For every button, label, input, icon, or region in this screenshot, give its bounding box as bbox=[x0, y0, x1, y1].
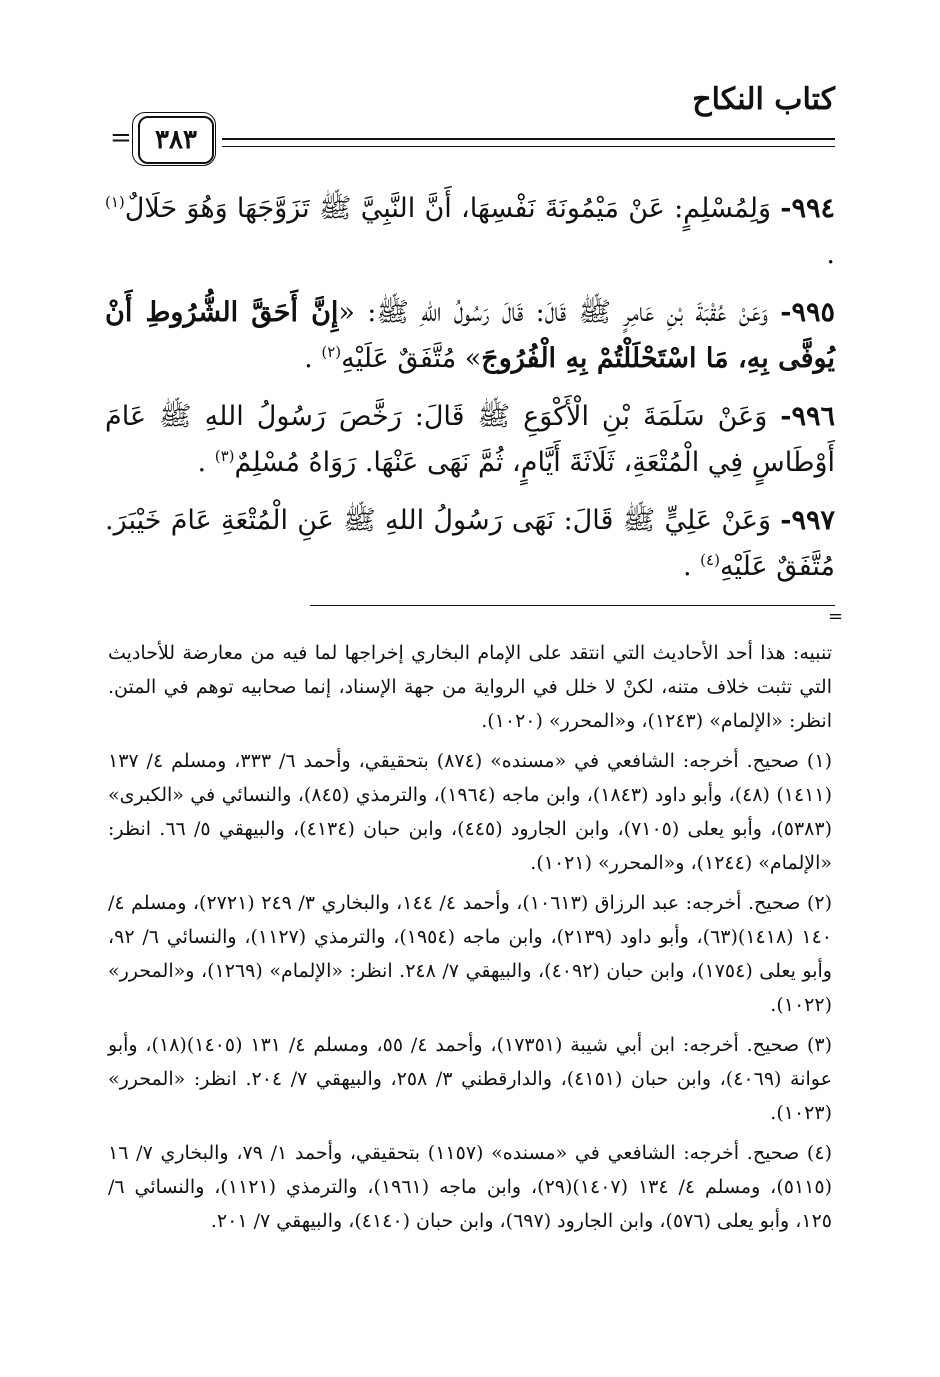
footnote-2: (٢) صحيح. أخرجه: عبد الرزاق (١٠٦١٣)، وأحمد ٤/ ١٤٤، والبخاري ٣/ ٢٤٩ (٢٧٢١)، ومسلم ٤/ ١٤٠ (١٤١٨)(٦٣)، وأبو داود (٢١٣٩)، وابن ماجه (١٩٥٤)، والترمذي (١١٢٧)، والنسائي ٦/ ٩٢، وأبو يعلى (١٧٥٤)، وابن حبان (٤٠٩٢)، والبيهقي ٧/ ٢٤٨. انظر: «الإلمام» (١٢٦٩)، و«المحرر» (١٠٢٢). bbox=[108, 892, 832, 1016]
footnote-ref: (٣) bbox=[214, 447, 235, 465]
footnote-4: (٤) صحيح. أخرجه: الشافعي في «مسنده» (١١٥٧) بتحقيقي، وأحمد ١/ ٧٩، والبخاري ٧/ ١٦ (٥١١٥)، ومسلم ٤/ ١٣٤ (١٤٠٧)(٢٩)، وابن ماجه (١٩٦١)، والترمذي (١١٢١)، والنسائي ٦/ ١٢٥، وأبو يعلى (٥٧٦)، وابن الجارود (٦٩٧)، وابن حبان (٤١٤٠)، والبيهقي ٧/ ٢٠١. bbox=[108, 1142, 832, 1232]
footnote-ref: (٢) bbox=[321, 343, 342, 361]
hadith-attribution: » مُتَّفَقٌ عَلَيْهِ bbox=[341, 343, 482, 374]
footnote-continuation-mark: = bbox=[828, 606, 844, 627]
hadith-end: . bbox=[826, 239, 835, 270]
header-tick-mark: = bbox=[110, 123, 132, 153]
hadith-number: ٩٩٥- bbox=[780, 297, 835, 328]
hadith-text: وَلِمُسْلِمٍ: عَنْ مَيْمُونَةَ نَفْسِهَا، أَنَّ النَّبِيَّ ﷺ تَزَوَّجَهَا وَهُوَ حَلَالٌ bbox=[124, 193, 781, 224]
hadith-number: ٩٩٦- bbox=[780, 401, 835, 432]
footnote-ref: (٤) bbox=[700, 551, 720, 569]
footnote-1: (١) صحيح. أخرجه: الشافعي في «مسنده» (٨٧٤) بتحقيقي، وأحمد ٦/ ٣٣٣، ومسلم ٤/ ١٣٧ (١٤١١) (٤٨)، وأبو داود (١٨٤٣)، وابن ماجه (١٩٦٤)، والترمذي (٨٤٥)، والنسائي في «الكبرى» (٥٣٨٣)، وأبو يعلى (٧١٠٥)، وابن الجارود (٤٤٥)، وابن حبان (٤١٣٤)، والبيهقي ٥/ ٦٦. انظر: «الإلمام» (١٢٤٤)، و«المحرر» (١٠٢١). bbox=[108, 750, 833, 874]
hadith-997 bbox=[105, 498, 835, 590]
hadith-end: . bbox=[304, 343, 313, 374]
hadith-text: وَعَنْ سَلَمَةَ بْنِ الْأَكْوَعِ ﷺ قَالَ: رَخَّصَ رَسُولُ اللهِ ﷺ عَامَ أَوْطَاسٍ فِي الْمُتْعَةِ، ثَلَاثَةَ أَيَّامٍ، ثُمَّ نَهَى عَنْهَا. رَوَاهُ مُسْلِمٌ bbox=[105, 401, 835, 478]
footnote-separator bbox=[310, 605, 835, 606]
hadith-996 bbox=[105, 394, 835, 486]
hadith-text: وَعَنْ عَلِيٍّ ﷺ قَالَ: نَهَى رَسُولُ اللهِ ﷺ عَنِ الْمُتْعَةِ عَامَ خَيْبَرَ. مُتَّفَقٌ عَلَيْهِ bbox=[105, 505, 835, 582]
hadith-end: . bbox=[197, 447, 207, 478]
footnote-ref: (١) bbox=[105, 193, 125, 211]
tanbih-note: تنبيه: هذا أحد الأحاديث التي انتقد على الإمام البخاري إخراجها لما فيه من معارضة للأحاديث التي تثبت خلاف متنه، لكنْ لا خلل في الرواية من جهة الإسناد، إنما صحابيه توهم في المتن. انظر: «الإلمام» (١٢٤٣)، و«المحرر» (١٠٢٠). bbox=[108, 642, 832, 732]
hadith-quote: إِنَّ أَحَقَّ الشُّرُوطِ أَنْ يُوفَّى بِهِ، مَا اسْتَحْلَلْتُمْ بِهِ الْفُرُوجَ bbox=[105, 297, 835, 374]
footnote-3: (٣) صحيح. أخرجه: ابن أبي شيبة (١٧٣٥١)، وأحمد ٤/ ٥٥، ومسلم ٤/ ١٣١ (١٤٠٥)(١٨)، وأبو عوانة (٤٠٦٩)، وابن حبان (٤١٥١)، والدارقطني ٣/ ٢٥٨، والبيهقي ٧/ ٢٠٤. انظر: «المحرر» (١٠٢٣). bbox=[108, 1034, 832, 1124]
hadith-end: . bbox=[682, 551, 692, 582]
hadith-text: وَعَنْ عُقْبَةَ بْنِ عَامِرٍ ﷺ قَالَ: قَالَ رَسُولُ اللهِ ﷺ: « bbox=[338, 297, 781, 328]
header-rule bbox=[222, 138, 835, 140]
hadith-995 bbox=[105, 290, 835, 382]
hadith-number: ٩٩٤- bbox=[780, 193, 835, 224]
book-title: كتاب النكاح bbox=[692, 82, 835, 117]
footnotes bbox=[108, 636, 832, 1244]
hadith-994 bbox=[105, 186, 835, 278]
header-rule-thin bbox=[222, 146, 835, 147]
hadith-number: ٩٩٧- bbox=[780, 505, 835, 536]
page-number: ٣٨٣ bbox=[138, 116, 214, 164]
hadith-body bbox=[105, 186, 835, 602]
